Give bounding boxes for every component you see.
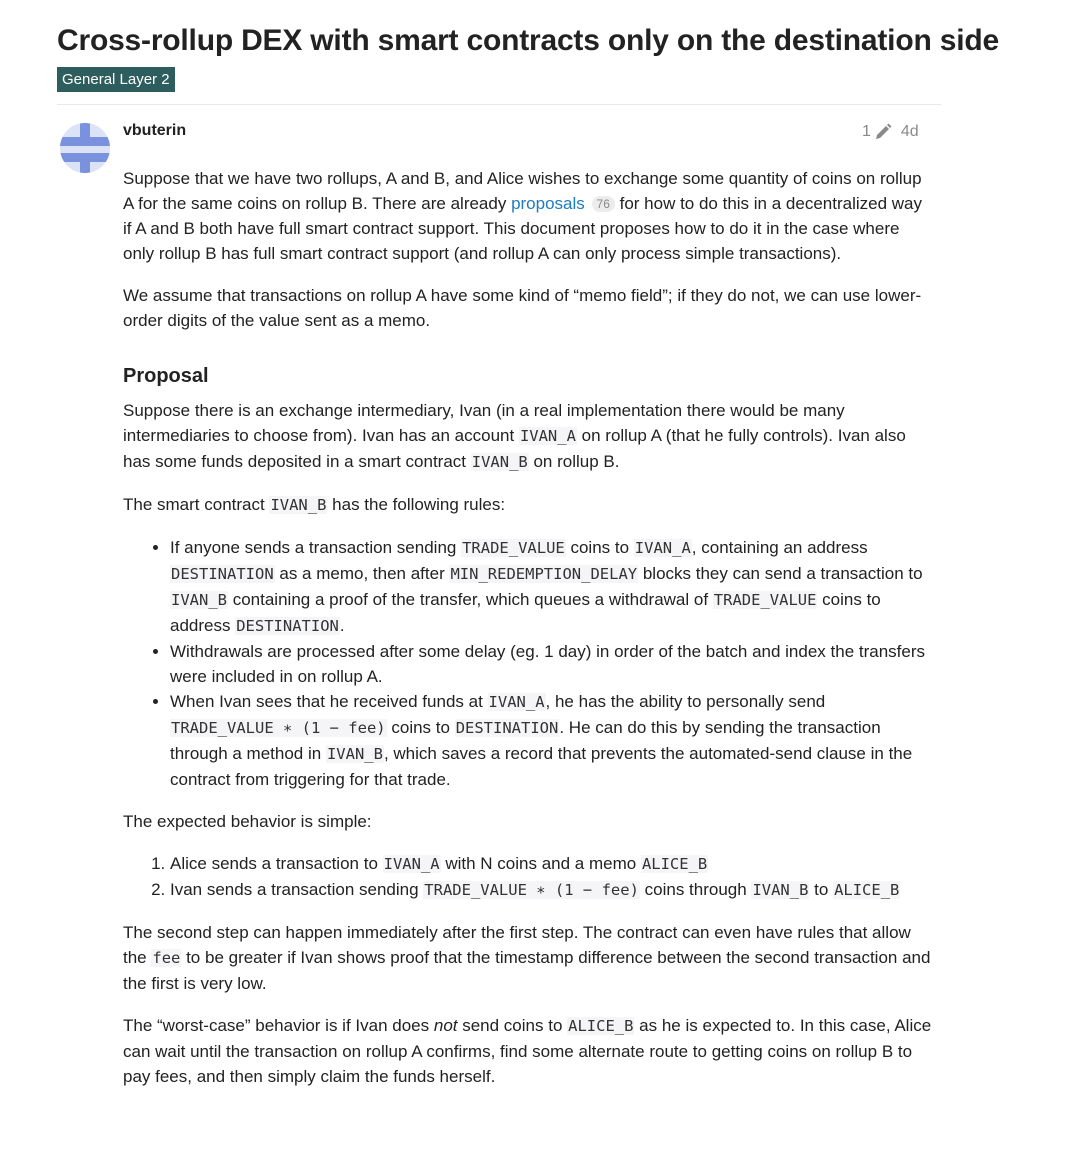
post-meta	[862, 121, 919, 143]
list-item	[170, 689, 933, 792]
text: The second step can happen immediately after the first step. The contract can even have rules that allow the	[123, 923, 911, 967]
code-ivan-a: IVAN_A	[383, 855, 440, 873]
expected-behavior-intro: The expected behavior is simple:	[123, 812, 372, 831]
text: .	[339, 616, 345, 635]
text: coins to	[386, 718, 455, 737]
code-ivan-b: IVAN_B	[326, 745, 383, 763]
text: , containing an address	[691, 538, 868, 557]
code-trade-value-fee: TRADE_VALUE ∗ (1 − fee)	[171, 719, 386, 737]
second-step-paragraph	[123, 920, 933, 996]
post-username[interactable]: vbuterin	[123, 122, 187, 139]
title-divider	[57, 104, 941, 105]
text: Suppose there is an exchange intermediary, Ivan (in a real implementation there would be many intermediaries to choose from). Ivan has an account	[123, 401, 845, 445]
post-body	[123, 166, 933, 1106]
proposal-paragraph-2	[123, 492, 933, 518]
letter-avatar-icon	[60, 123, 110, 173]
text: to	[809, 880, 834, 899]
text: as a memo, then after	[274, 564, 450, 583]
steps-list	[170, 851, 933, 903]
code-trade-value-fee: TRADE_VALUE ∗ (1 − fee)	[424, 881, 639, 899]
text: send coins to	[457, 1016, 568, 1035]
proposals-link[interactable]: proposals	[511, 194, 585, 213]
worst-case-paragraph	[123, 1013, 933, 1089]
intro-paragraph-2: We assume that transactions on rollup A have some kind of “memo field”; if they do not, we can use lower-order digits of the value sent as a memo.	[123, 286, 922, 330]
text: as he is expected to. In this case, Alice can wait until the transaction on rollup A confirms, find some alternate route to getting coins on rollup B to pay fees, and then simply claim the funds herself.	[123, 1016, 932, 1086]
avatar[interactable]	[60, 123, 110, 173]
text: . He can do this by sending the transaction through a method in	[170, 718, 881, 763]
list-item	[170, 851, 933, 877]
code-trade-value: TRADE_VALUE	[462, 539, 565, 557]
text: blocks they can send a transaction to	[638, 564, 923, 583]
topic-title[interactable]: Cross-rollup DEX with smart contracts only on the destination side	[57, 24, 999, 57]
code-ivan-a: IVAN_A	[519, 427, 576, 445]
text: Alice sends a transaction to	[170, 854, 383, 873]
code-ivan-b: IVAN_B	[752, 881, 809, 899]
code-ivan-a: IVAN_A	[488, 693, 545, 711]
code-alice-b: ALICE_B	[834, 881, 900, 899]
text: coins to address	[170, 590, 881, 635]
code-ivan-b: IVAN_B	[471, 453, 528, 471]
text: with N coins and a memo	[440, 854, 641, 873]
code-ivan-b: IVAN_B	[270, 496, 327, 514]
text: to be greater if Ivan shows proof that the timestamp difference between the second transaction and the first is very low.	[123, 948, 931, 993]
proposal-heading: Proposal	[123, 365, 209, 387]
text: If anyone sends a transaction sending	[170, 538, 462, 557]
link-click-count: 76	[592, 196, 615, 212]
post-age[interactable]: 4d	[900, 123, 919, 140]
code-destination: DESTINATION	[236, 617, 339, 635]
category-badge[interactable]: General Layer 2	[57, 67, 175, 92]
text: When Ivan sees that he received funds at	[170, 692, 488, 711]
code-alice-b: ALICE_B	[641, 855, 708, 873]
text: The “worst-case” behavior is if Ivan does	[123, 1016, 434, 1035]
code-destination: DESTINATION	[455, 719, 559, 737]
text: , he has the ability to personally send	[545, 692, 826, 711]
intro-paragraph-1	[123, 166, 933, 266]
code-min-redemption-delay: MIN_REDEMPTION_DELAY	[450, 565, 638, 583]
text: has the following rules:	[327, 495, 506, 514]
emphasis-not: not	[433, 1016, 458, 1035]
text: coins through	[639, 880, 752, 899]
text: for how to do this in a decentralized way if A and B both have full smart contract support. This document proposes how to do it in the case where only rollup B has full smart contract support (and rollup A can only process simple transactions).	[123, 194, 922, 263]
text: Ivan sends a transaction sending	[170, 880, 424, 899]
text: containing a proof of the transfer, which queues a withdrawal of	[228, 590, 713, 609]
text: coins to	[565, 538, 634, 557]
list-item	[170, 877, 933, 903]
text: Suppose that we have two rollups, A and B, and Alice wishes to exchange some quantity of coins on rollup A for the same coins on rollup B. There are already	[123, 169, 922, 213]
list-item: • Withdrawals are processed after some delay (eg. 1 day) in order of the batch and index the transfers were included in on rollup A.	[170, 639, 933, 689]
code-fee: fee	[152, 949, 181, 967]
text: on rollup B.	[528, 452, 620, 471]
code-trade-value: TRADE_VALUE	[713, 591, 817, 609]
proposal-paragraph-1	[123, 398, 933, 475]
code-ivan-a: IVAN_A	[634, 539, 691, 557]
pencil-icon[interactable]	[874, 123, 892, 141]
rules-list	[170, 535, 933, 792]
list-item	[170, 535, 933, 639]
code-destination: DESTINATION	[171, 565, 274, 583]
text: The smart contract	[123, 495, 270, 514]
text: , which saves a record that prevents the automated-send clause in the contract from triggering for that trade.	[170, 744, 913, 789]
edit-count[interactable]: 1	[862, 123, 871, 140]
text: on rollup A (that he fully controls). Ivan also has some funds deposited in a smart contract	[123, 426, 906, 471]
code-ivan-b: IVAN_B	[171, 591, 227, 609]
code-alice-b: ALICE_B	[568, 1017, 634, 1035]
